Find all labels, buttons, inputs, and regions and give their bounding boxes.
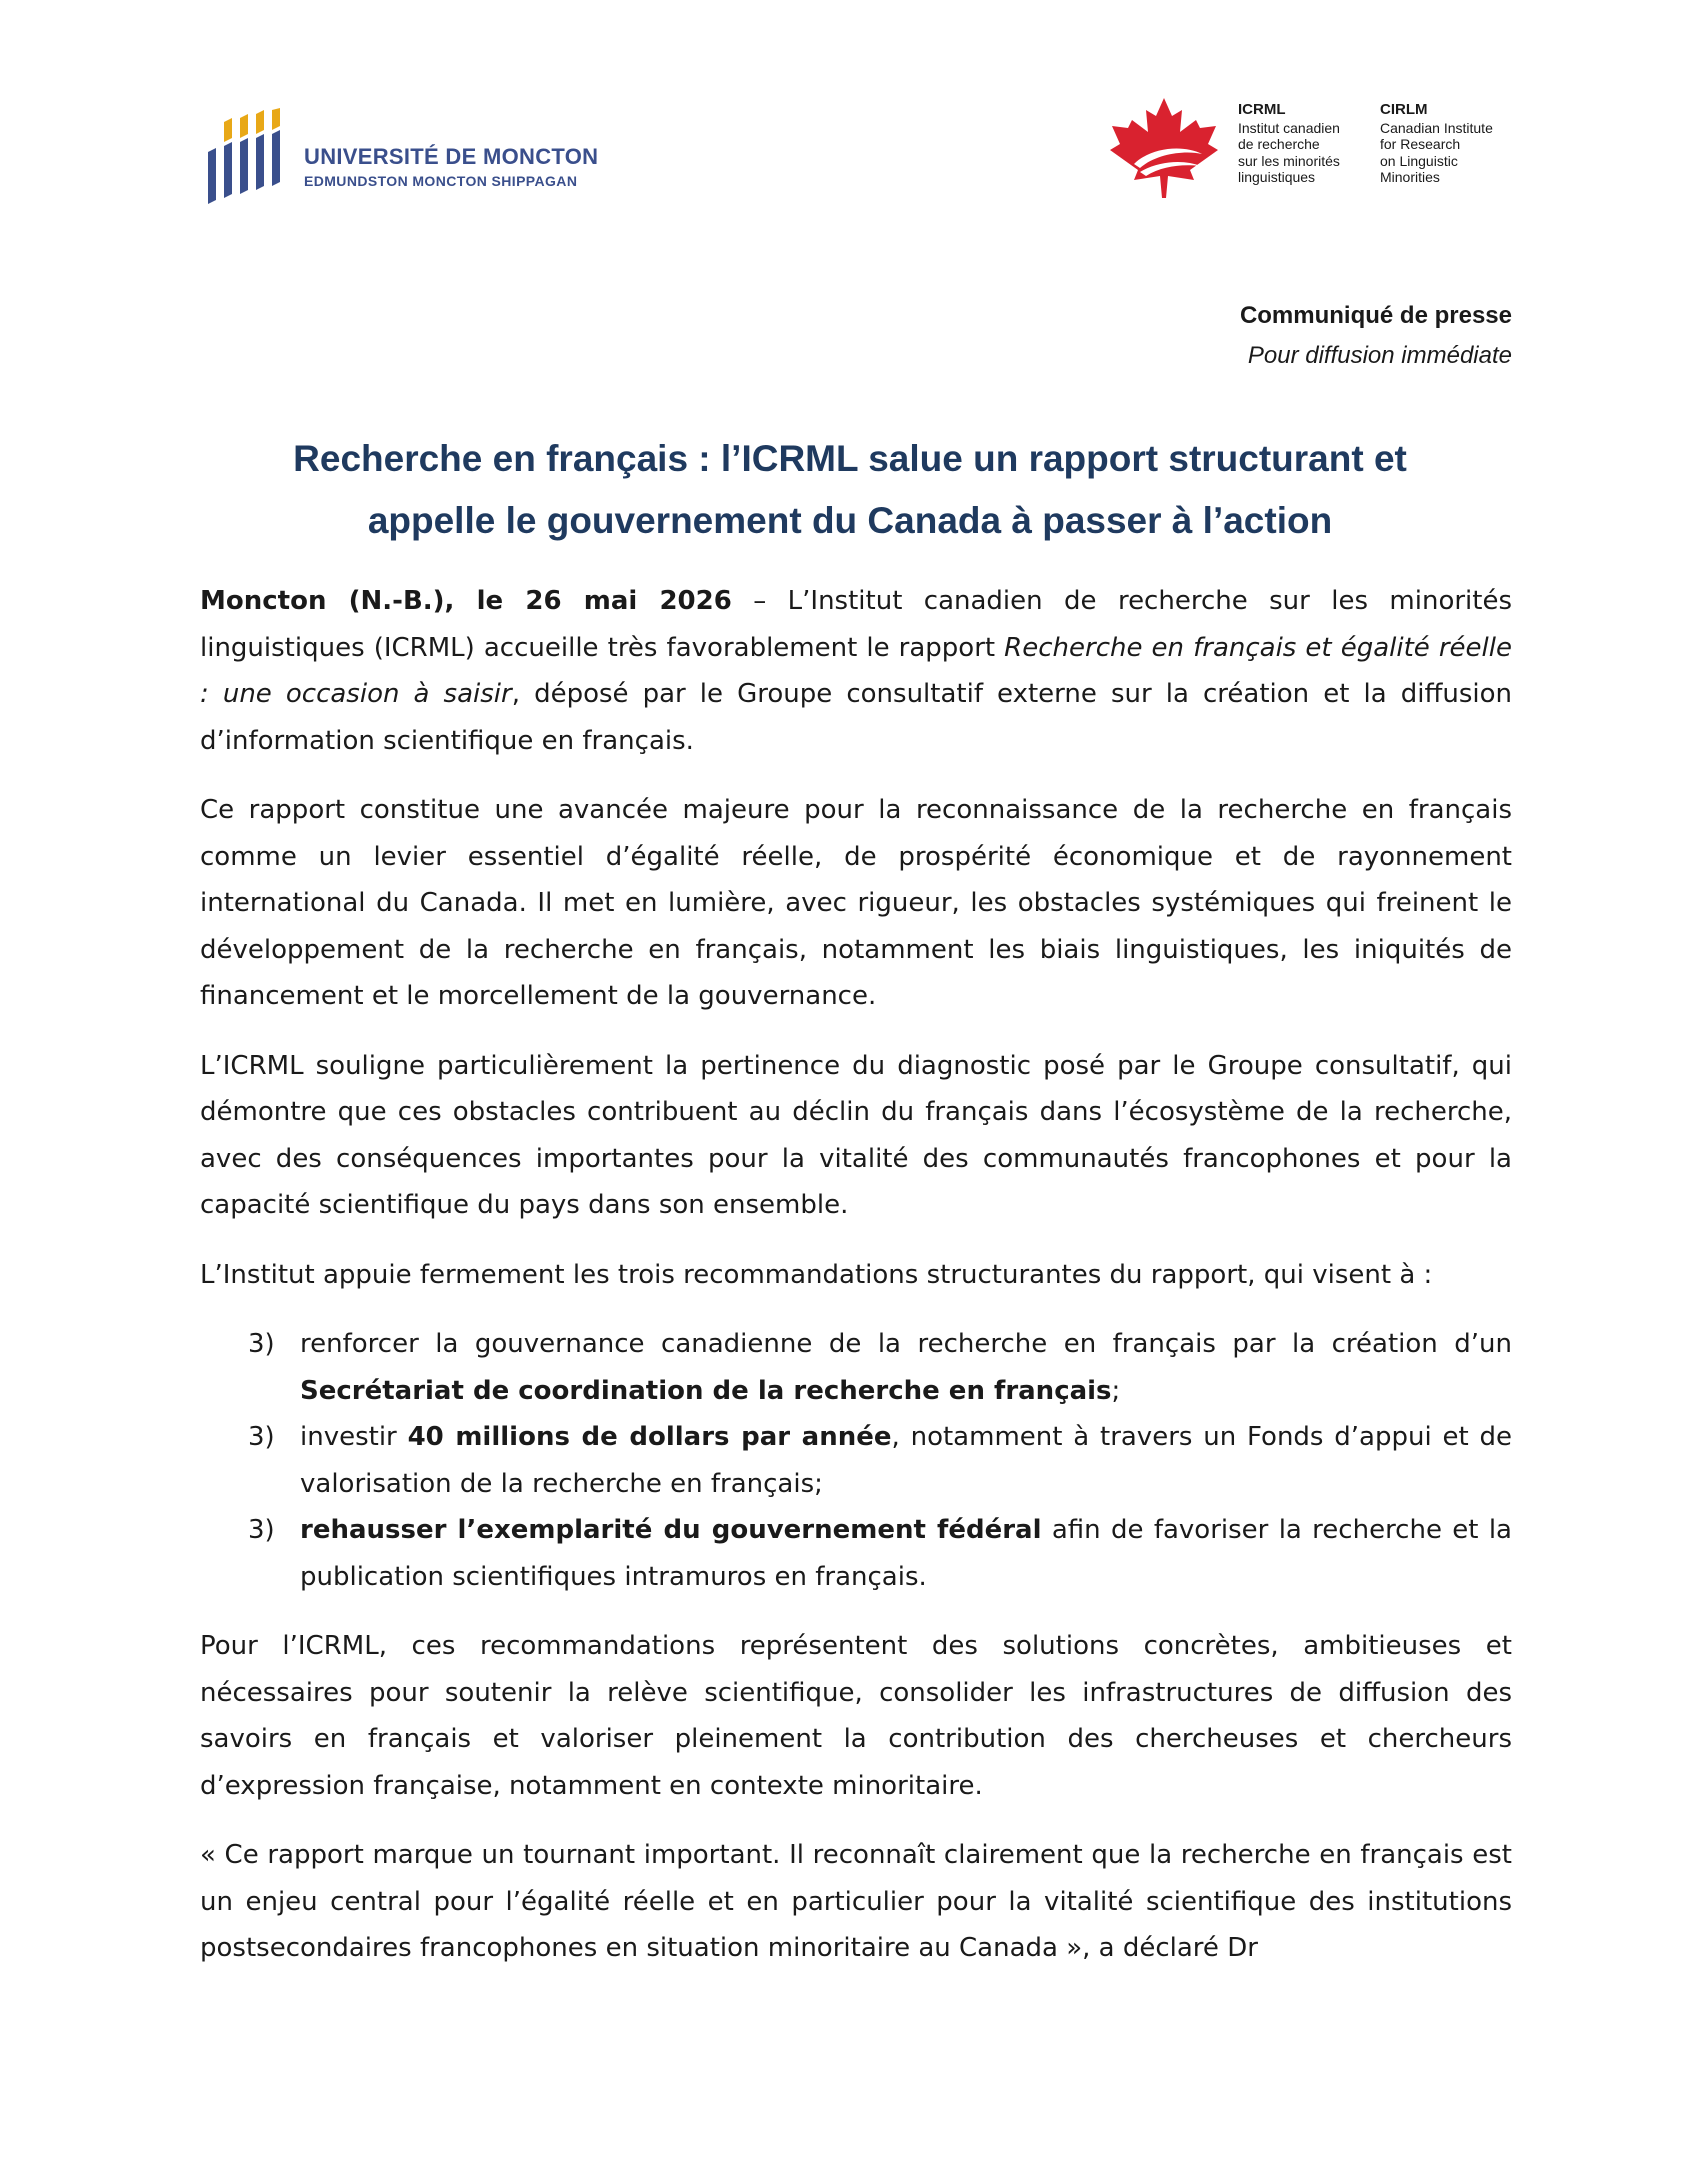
list-item xyxy=(200,1414,1512,1507)
maple-leaf-icon xyxy=(1110,98,1218,198)
paragraph-intro xyxy=(200,578,1512,764)
cirlm-english-name xyxy=(1380,102,1493,186)
list-text: , notamment à travers un Fonds d’appui et de valorisation de la recherche en français; xyxy=(300,1422,1513,1499)
page-title xyxy=(160,428,1540,552)
list-number: 3) xyxy=(248,1329,275,1359)
paragraph-4: L’Institut appuie fermement les trois recommandations structurantes du rapport, qui visent à : xyxy=(200,1259,1433,1290)
list-item xyxy=(200,1321,1512,1414)
list-text: ; xyxy=(1111,1375,1121,1406)
intro-text: – L’Institut canadien de recherche sur les minorités linguistiques (ICRML) accueille très favorablement le rapport xyxy=(200,586,1513,663)
cirlm-line: Canadian Institute xyxy=(1380,119,1493,136)
report-title: Recherche en français et égalité réelle : une occasion à saisir xyxy=(200,632,1512,709)
title-line-1: Recherche en français : l’ICRML salue un rapport structurant et xyxy=(293,438,1407,479)
paragraph-5: Pour l’ICRML, ces recommandations représentent des solutions concrètes, ambitieuses et nécessaires pour soutenir la relève scientifique, consolider les infrastructures de diffusion des savoirs en français et valoriser pleinement la contribution des chercheuses et chercheurs d’expression française, notamment en contexte minoritaire. xyxy=(200,1631,1512,1801)
list-text: afin de favoriser la recherche et la publication scientifiques intramuros en français. xyxy=(300,1515,1512,1592)
article-body xyxy=(200,578,1512,1995)
icrml-line: linguistiques xyxy=(1238,169,1316,185)
dateline: Moncton (N.-B.), le 26 mai 2026 xyxy=(200,586,732,616)
press-release-label xyxy=(1240,296,1512,376)
paragraph-2: Ce rapport constitue une avancée majeure pour la reconnaissance de la recherche en français comme un levier essentiel d’égalité réelle, de prospérité économique et de rayonnement international du Canada. Il met en lumière, avec rigueur, les obstacles systémiques qui freinent le développement de la recherche en français, notamment les biais linguistiques, les iniquités de financement et le morcellement de la gouvernance. xyxy=(200,795,1512,1011)
icrml-line: Institut canadien xyxy=(1238,119,1340,136)
um-logo-name: UNIVERSITÉ DE MONCTON xyxy=(304,144,599,169)
universite-de-moncton-logo xyxy=(208,108,608,208)
icrml-line: sur les minorités xyxy=(1238,152,1340,169)
list-number: 3) xyxy=(248,1422,275,1452)
cirlm-abbr: CIRLM xyxy=(1380,101,1428,118)
press-type: Communiqué de presse xyxy=(1239,302,1512,329)
list-bold: rehausser l’exemplarité du gouvernement fédéral xyxy=(300,1515,1042,1545)
list-text: investir xyxy=(300,1422,408,1452)
list-text: renforcer la gouvernance canadienne de la recherche en français par la création d’un xyxy=(300,1329,1512,1359)
list-item xyxy=(200,1507,1512,1600)
intro-text-end: , déposé par le Groupe consultatif externe sur la création et la diffusion d’information scientifique en français. xyxy=(200,679,1512,756)
icrml-line: de recherche xyxy=(1238,136,1320,152)
list-bold: 40 millions de dollars par année xyxy=(407,1422,892,1452)
title-line-2: appelle le gouvernement du Canada à passer à l’action xyxy=(367,500,1333,541)
universite-de-moncton-emblem-icon xyxy=(208,108,282,204)
recommendations-list xyxy=(200,1321,1512,1600)
page-header xyxy=(0,0,1700,230)
icrml-abbr: ICRML xyxy=(1238,101,1286,118)
icrml-french-name xyxy=(1238,102,1340,186)
paragraph-3: L’ICRML souligne particulièrement la pertinence du diagnostic posé par le Groupe consultatif, qui démontre que ces obstacles contribuent au déclin du français dans l’écosystème de la recherche, avec des conséquences importantes pour la vitalité des communautés francophones et pour la capacité scientifique du pays dans son ensemble. xyxy=(200,1050,1512,1220)
cirlm-line: Minorities xyxy=(1380,169,1440,185)
release-note: Pour diffusion immédiate xyxy=(1247,342,1512,369)
cirlm-line: on Linguistic xyxy=(1380,152,1458,169)
list-bold: Secrétariat de coordination de la recherche en français xyxy=(300,1375,1112,1406)
um-logo-campuses: EDMUNDSTON MONCTON SHIPPAGAN xyxy=(304,173,578,189)
list-number: 3) xyxy=(248,1515,275,1545)
icrml-logo xyxy=(1110,98,1530,208)
cirlm-line: for Research xyxy=(1380,136,1461,152)
paragraph-6-quote: « Ce rapport marque un tournant important. Il reconnaît clairement que la recherche en français est un enjeu central pour l’égalité réelle et en particulier pour la vitalité scientifique des institutions postsecondaires francophones en situation minoritaire au Canada », a déclaré Dr xyxy=(200,1840,1512,1963)
